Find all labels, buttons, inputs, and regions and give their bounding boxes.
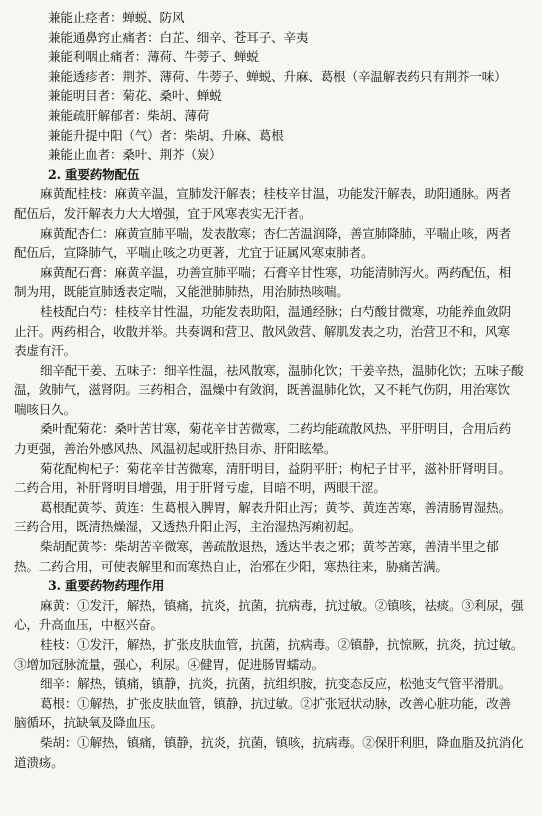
paragraph-line: 温，敛肺气，滋肾阴。三药相合，温燥中有敛润，既善温肺化饮，又不耗气伤阴，用治寒饮 (14, 382, 510, 398)
text-line: 兼能通鼻窍止痛者：白芷、细辛、苍耳子、辛夷 (48, 29, 309, 45)
paragraph-line: 配伍后，宣降肺气，平喘止咳之功更著，尤宜于证属风寒束肺者。 (14, 245, 374, 261)
paragraph-line: 葛根配黄芩、黄连：生葛根入脾胃，解表升阳止泻；黄芩、黄连苦寒，善清肠胃湿热。 (40, 499, 511, 515)
paragraph-line: 柴胡配黄芩：柴胡苦辛微寒，善疏散退热，透达半表之邪；黄芩苦寒，善清半里之郁 (40, 539, 499, 555)
text-line: 兼能止痉者：蝉蜕、防风 (48, 10, 185, 25)
paragraph-line: 柴胡：①解热，镇痛，镇静，抗炎，抗菌，镇咳，抗病毒。②保肝利胆，降血脂及抗消化 (40, 734, 524, 750)
paragraph-line: 桂枝：①发汗，解热，扩张皮肤血管，抗菌，抗病毒。②镇静，抗惊厥，抗炎，抗过敏。 (40, 637, 524, 652)
paragraph-line: 细辛配干姜、五味子：细辛性温，祛风散寒，温肺化饮；干姜辛热，温肺化饮；五味子酸 (40, 362, 524, 378)
text-line: 兼能利咽止痛者：薄荷、牛蒡子、蝉蜕 (48, 49, 259, 65)
paragraph-line: 力更强，善治外感风热、风温初起或肝热目赤、肝阳眩晕。 (14, 441, 337, 457)
paragraph-line: 二药合用，补肝肾明目增强，用于肝肾亏虚，目暗不明，两眼干涩。 (14, 480, 386, 496)
paragraph-line: 细辛：解热，镇痛，镇静，抗炎，抗菌，抗组织胺，抗变态反应，松弛支气管平滑肌。 (40, 676, 511, 692)
paragraph-line: 桑叶配菊花：桑叶苦甘寒，菊花辛甘苦微寒，二药均能疏散风热、平肝明目，合用后药 (40, 421, 511, 437)
text-line: 兼能疏肝解郁者：柴胡、薄荷 (48, 107, 210, 123)
paragraph-line: 麻黄配杏仁：麻黄宣肺平喘，发表散寒；杏仁苦温润降，善宣肺降肺，平喘止咳，两者 (40, 225, 511, 241)
text-line: 兼能明目者：菊花、桑叶、蝉蜕 (48, 88, 222, 104)
paragraph-line: 葛根：①解热，扩张皮肤血管，镇静，抗过敏。②扩张冠状动脉，改善心脏功能，改善 (40, 695, 511, 711)
paragraph-line: 麻黄：①发汗，解热，镇痛，抗炎，抗菌，抗病毒，抗过敏。②镇咳，祛痰。③利尿，强 (40, 597, 524, 613)
paragraph-line: 麻黄配桂枝：麻黄辛温，宣肺发汗解表；桂枝辛甘温，功能发汗解表，助阳通脉。两者 (40, 186, 511, 202)
text-line: 兼能止血者：桑叶、荆芥（炭） (48, 147, 222, 163)
section-heading: 2. 重要药物配伍 (48, 166, 140, 182)
paragraph-line: 表虚有汗。 (14, 343, 76, 359)
paragraph-line: ③增加冠脉流量，强心，利尿。④健胃，促进肠胃蠕动。 (14, 656, 324, 672)
paragraph-line: 心，升高血压，中枢兴奋。 (14, 617, 163, 633)
paragraph-line: 喘咳日久。 (14, 401, 76, 417)
paragraph-line: 桂枝配白芍：桂枝辛甘性温，功能发表助阳，温通经脉；白芍酸甘微寒，功能养血敛阴 (40, 303, 511, 319)
paragraph-line: 三药合用，既清热燥湿，又透热升阳止泻，主治湿热泻痢初起。 (14, 519, 362, 535)
paragraph-line: 止汗。两药相合，收散并举。共奏调和营卫、散风敛营、解肌发表之功，治营卫不和，风寒 (14, 323, 510, 339)
section-heading: 3. 重要药物药理作用 (48, 578, 165, 594)
paragraph-line: 菊花配枸杞子：菊花辛甘苦微寒，清肝明目，益阴平肝；枸杞子甘平，滋补肝肾明目。 (40, 460, 511, 476)
paragraph-line: 道溃疡。 (14, 754, 64, 770)
paragraph-line: 配伍后，发汗解表力大大增强，宜于风寒表实无汗者。 (14, 205, 312, 221)
text-line: 兼能升提中阳（气）者：柴胡、升麻、葛根 (48, 127, 284, 143)
paragraph-line: 制为用，既能宣肺透表定喘，又能泄肺肺热，用治肺热咳喘。 (14, 284, 349, 300)
paragraph-line: 麻黄配石膏：麻黄辛温，功善宣肺平喘；石膏辛甘性寒，功能清肺泻火。两药配伍，相 (40, 264, 511, 280)
paragraph-line: 脑循环，抗缺氧及降血压。 (14, 715, 163, 731)
text-line: 兼能透疹者：荆芥、薄荷、牛蒡子、蝉蜕、升麻、葛根（辛温解表药只有荆芥一味） (48, 68, 507, 84)
paragraph-line: 热。二药合用，可使表解里和而寒热自止，治邪在少阳，寒热往来，胁痛苦满。 (14, 558, 448, 574)
